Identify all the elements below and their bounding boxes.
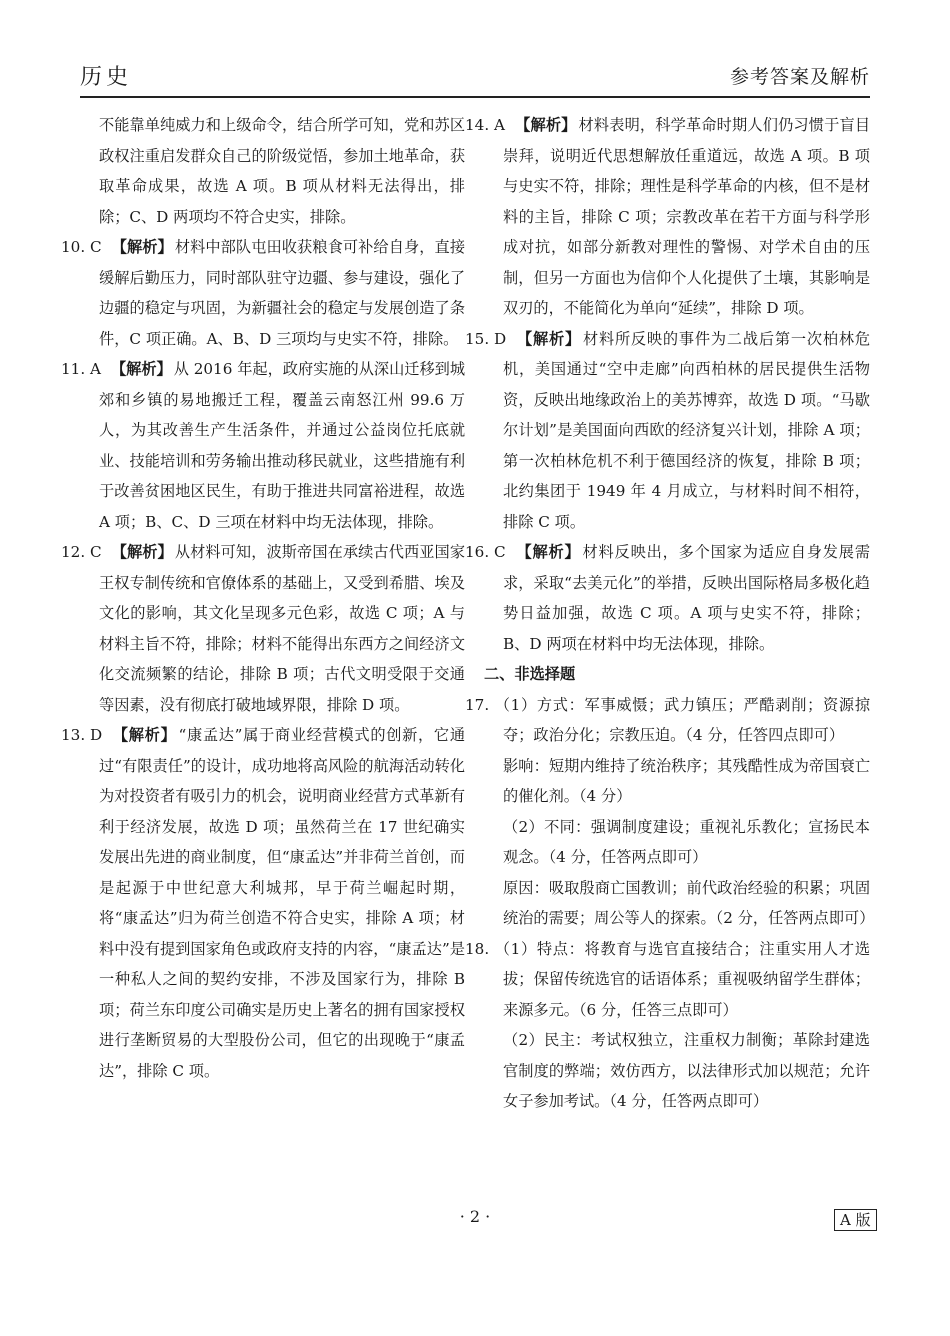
page-header	[80, 52, 870, 98]
question-number: 11. A	[61, 360, 101, 378]
right-column	[465, 110, 875, 1117]
answer-paragraph: （2）民主：考试权独立，注重权力制衡；革除封建选官制度的弊端；效仿西方，以法律形式加以规范；允许女子参加考试。（4 分，任答两点即可）	[503, 1031, 870, 1110]
analysis-tag: 【解析】	[516, 329, 581, 348]
analysis-tag: 【解析】	[514, 116, 577, 134]
answer-text: 材料表明，科学革命时期人们仍习惯于盲目崇拜，说明近代思想解放任重道远，故选 A 项。B 项与史实不符，排除；理性是科学革命的内核，但不是材料的主旨，排除 C 项；宗教改革在若干方面与科学形成对抗，如部分新教对理性的警惕、对学术自由的压制，但另一方面也为信仰个人化提供了土壤，其影响是双刃的，不能简化为单向“延续”，排除 D 项。	[503, 116, 871, 317]
answer-text: 从 2016 年起，政府实施的从深山迁移到城郊和乡镇的易地搬迁工程，覆盖云南怒江州 99.6 万人，为其改善生产生活条件，并通过公益岗位托底就业、技能培训和劳务输出推动移民就业，这些措施有利于改善贫困地区民生，有助于推进共同富裕进程，故选 A 项；B、C、D 三项在材料中均无法体现，排除。	[99, 360, 466, 531]
answer-item	[465, 537, 871, 659]
analysis-tag: 【解析】	[111, 543, 173, 561]
answer-text: 材料反映出，多个国家为适应自身发展需求，采取“去美元化”的举措，反映出国际格局多极化趋势日益加强，故选 C 项。A 项与史实不符，排除；B、D 两项在材料中均无法体现，排除。	[503, 543, 871, 653]
answer-text: “康孟达”属于商业经营模式的创新，它通过“有限责任”的设计，成功地将高风险的航海活动转化为对投资者有吸引力的机会，说明商业经营方式革新有利于经济发展，故选 D 项；虽然荷兰在 17 世纪确实发展出先进的商业制度，但“康孟达”并非荷兰首创，而是起源于中世纪意大利城邦，早于荷兰崛起时期，将“康孟达”归为荷兰创造不符合史实，排除 A 项；材料中没有提到国家角色或政府支持的内容，“康孟达”是一种私人之间的契约安排，不涉及国家行为，排除 B 项；荷兰东印度公司确实是历史上著名的拥有国家授权进行垄断贸易的大型股份公司，但它的出现晚于“康孟达”，排除 C 项。	[99, 726, 466, 1080]
answer-paragraph: 原因：吸取殷商亡国教训；前代政治经验的积累；巩固统治的需要；周公等人的探索。（2 分，任答两点即可）	[503, 878, 875, 927]
analysis-tag: 【解析】	[111, 238, 173, 256]
left-column	[61, 110, 466, 1086]
answer-item	[61, 232, 466, 354]
question-number: 13. D	[61, 726, 103, 744]
page-number: · 2 ·	[459, 1207, 491, 1226]
answer-text: 材料所反映的事件为二战后第一次柏林危机，美国通过“空中走廊”向西柏林的居民提供生活物资，反映出地缘政治上的美苏博弈，故选 D 项。“马歇尔计划”是美国面向西欧的经济复兴计划，排除 A 项；第一次柏林危机不利于德国经济的恢复，排除 B 项；北约集团于 1949 年 4 月成立，与材料时间不相符，排除 C 项。	[503, 329, 871, 531]
answer-item	[465, 690, 870, 751]
answer-paragraph: （2）不同：强调制度建设；重视礼乐教化；宣扬民本观念。（4 分，任答两点即可）	[503, 817, 870, 866]
answer-item	[61, 720, 466, 1086]
question-number: 15. D	[465, 329, 507, 348]
answer-key-title: 参考答案及解析	[729, 66, 870, 88]
answer-text: 从材料可知，波斯帝国在承续古代西亚国家王权专制传统和官僚体系的基础上，又受到希腊、埃及文化的影响，其文化呈现多元色彩，故选 C 项；A 与材料主旨不符，排除；材料不能得出东西方之间经济文化交流频繁的结论，排除 B 项；古代文明受限于交通等因素，没有彻底打破地域界限，排除 D 项。	[99, 543, 466, 714]
question-number: 10. C	[61, 238, 102, 256]
answer-text: 材料中部队屯田收获粮食可补给自身，直接缓解后勤压力，同时部队驻守边疆、参与建设，强化了边疆的稳定与巩固，为新疆社会的稳定与发展创造了条件，C 项正确。A、B、D 三项均与史实不符，排除。	[99, 238, 466, 348]
answer-paragraph: 不能靠单纯威力和上级命令，结合所学可知，党和苏区政权注重启发群众自己的阶级觉悟，参加土地革命，获取革命成果，故选 A 项。B 项从材料无法得出，排除；C、D 两项均不符合史实，排除。	[99, 116, 465, 226]
answer-text: （1）方式：军事威慑；武力镇压；严酷剥削；资源掠夺；政治分化；宗教压迫。（4 分，任答四点即可）	[494, 695, 870, 744]
question-number: 14. A	[465, 116, 505, 134]
answer-text: （1）特点：将教育与选官直接结合；注重实用人才选拔；保留传统选官的话语体系；重视吸纳留学生群体；来源多元。（6 分，任答三点即可）	[494, 939, 870, 1019]
question-number: 16. C	[465, 543, 506, 561]
answer-item	[465, 324, 871, 538]
question-number: 18.	[465, 939, 490, 958]
edition-badge: A 版	[834, 1209, 877, 1231]
answer-item	[465, 110, 871, 324]
analysis-tag: 【解析】	[110, 360, 172, 378]
section-heading: 二、非选择题	[484, 665, 576, 683]
analysis-tag: 【解析】	[515, 543, 581, 561]
answer-item	[61, 537, 466, 720]
answer-paragraph: 影响：短期内维持了统治秩序；其残酷性成为帝国衰亡的催化剂。（4 分）	[503, 756, 870, 805]
question-number: 12. C	[61, 543, 102, 561]
answer-item	[465, 934, 870, 1026]
analysis-tag: 【解析】	[112, 726, 177, 744]
answer-item	[61, 354, 466, 537]
subject-title: 历史	[80, 65, 133, 90]
question-number: 17.	[465, 695, 490, 714]
